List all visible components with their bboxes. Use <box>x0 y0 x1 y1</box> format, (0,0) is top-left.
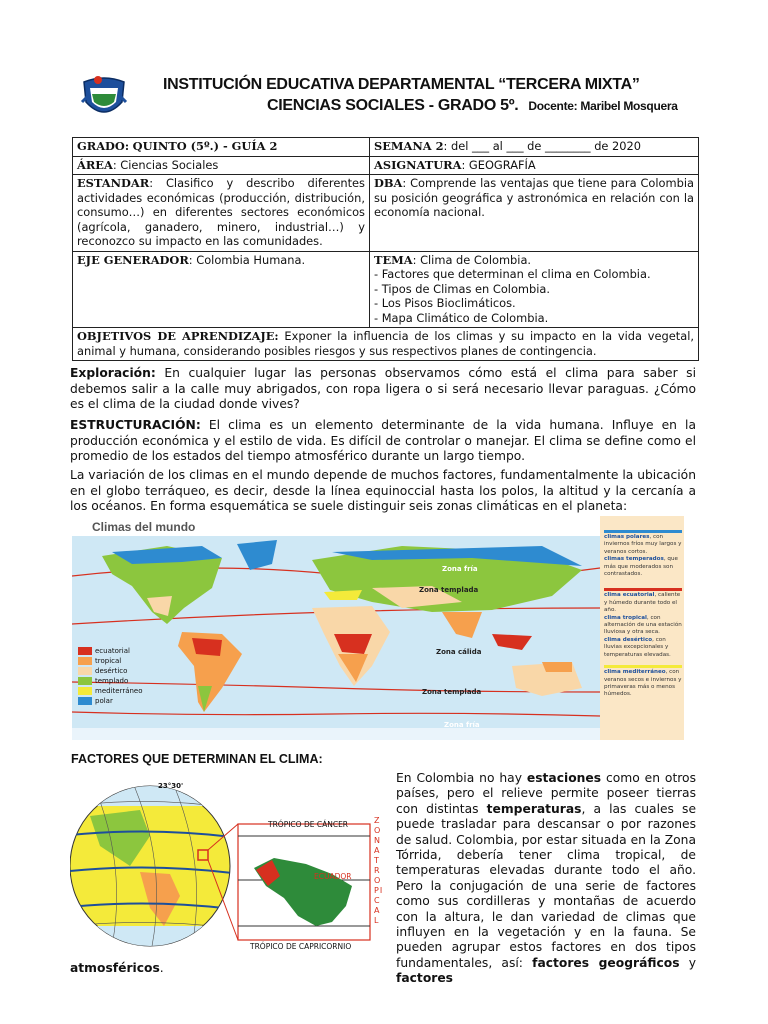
legend-item: polar <box>78 696 143 706</box>
colombia-paragraph: En Colombia no hay estaciones como en otros países, pero el relieve permite poseer tierras con distintas temperaturas, a las cuales se puede trasladar para descansar o por razones de salud. Colombia, por estar situada en la Zona Tórrida, debería tener clima tropical, de temperaturas elevadas durante todo el año. Pero la conjugación de una serie de factores como sus cordilleras y montañas de acuerdo con la altura, le dan variedad de climas que influyen en la vegetación y en la fauna. Se pueden agrupar estos factores en dos tipos fundamentales, así: factores geográficos y factores <box>396 771 697 986</box>
estructuracion-paragraph <box>70 418 696 465</box>
tema-item: - Mapa Climático de Colombia. <box>374 310 549 325</box>
exploracion-paragraph <box>70 366 696 413</box>
dba-value: : Comprende las ventajas que tiene para Colombia su posición geográfica y astronómica en relación con la economía nacional. <box>374 176 694 219</box>
world-climate-map <box>72 516 684 740</box>
eje-label: EJE GENERADOR <box>77 252 189 267</box>
subject-line: CIENCIAS SOCIALES - GRADO 5º. <box>267 97 519 114</box>
zona-tropical-label: ZONA TROPICAL <box>374 816 384 925</box>
zone-label: Zona cálida <box>436 648 482 656</box>
dba-label: DBA <box>374 176 403 190</box>
side-note: climas temperados, que más que moderados son contrastados. <box>604 556 678 578</box>
temperaturas-term: temperaturas <box>486 801 582 816</box>
legend-swatch <box>78 677 92 685</box>
legend-swatch <box>78 667 92 675</box>
factores-term: factores <box>396 971 453 986</box>
tema-item: - Tipos de Climas en Colombia. <box>374 281 551 296</box>
side-note: clima mediterráneo, con veranos secos e inviernos y primaveras más o menos húmedos. <box>604 665 682 699</box>
cell-tema <box>370 251 699 328</box>
exploracion-label: Exploración: <box>70 366 156 380</box>
subject-title <box>267 97 678 115</box>
zone-label: Zona fría <box>444 721 480 729</box>
area-label: ÁREA <box>77 157 113 172</box>
semana-label: SEMANA 2 <box>374 139 444 153</box>
legend-swatch <box>78 697 92 705</box>
semana-value: : del ___ al ___ de ________ de 2020 <box>443 139 642 153</box>
legend-item: ecuatorial <box>78 646 143 656</box>
cell-eje <box>73 251 370 328</box>
grado-value: QUINTO (5º.) - GUÍA 2 <box>132 139 278 153</box>
geograficos-term: factores geográficos <box>532 955 680 970</box>
legend-item: templado <box>78 676 143 686</box>
variacion-paragraph: La variación de los climas en el mundo depende de muchos factores, fundamentalmente la ubicación en el globo terráqueo, es decir, desde la línea equinoccial hasta los polos, la altitud y la cercanía a los océanos. En forma esquemática se suele distinguir seis zonas climáticas en el planeta: <box>70 468 696 513</box>
map-title: Climas del mundo <box>92 520 196 534</box>
cell-estandar <box>73 175 370 252</box>
legend-item: mediterráneo <box>78 686 143 696</box>
tema-value: : Clima de Colombia. <box>412 252 532 267</box>
ecuador-label: ECUADOR <box>314 872 352 881</box>
cell-area <box>73 156 370 175</box>
tropico-capricornio-label: TRÓPICO DE CAPRICORNIO <box>250 942 352 951</box>
cell-objetivos <box>73 328 699 361</box>
grado-label: GRADO: <box>77 139 130 153</box>
zone-label: Zona templada <box>422 688 482 696</box>
atmosfericos-line: atmosféricos. <box>70 961 164 975</box>
estructuracion-text: El clima es un elemento determinante de la vida humana. Influye en la producción económica y el estilo de vida. Es difícil de controlar o manejar. El clima se define como el promedio de los estados del tiempo atmosférico durante un largo tiempo. <box>70 418 696 463</box>
eje-value: : Colombia Humana. <box>188 252 306 267</box>
tema-item: - Los Pisos Bioclimáticos. <box>374 296 516 310</box>
side-note: clima desértico, con lluvias excepcionales y temperaturas elevadas. <box>604 636 671 658</box>
legend-swatch <box>78 657 92 665</box>
latitude-label: 23°30' <box>158 782 184 790</box>
teacher-name: Docente: Maribel Mosquera <box>528 99 678 113</box>
objetivos-value: Exponer la influencia de los climas y su impacto en la vida vegetal, animal y humana, considerando posibles riesgos y sus respectivos planes de contingencia. <box>77 329 694 358</box>
legend-item: desértico <box>78 666 143 676</box>
legend-swatch <box>78 687 92 695</box>
school-logo <box>78 72 130 124</box>
zone-label: Zona fría <box>442 565 478 573</box>
estandar-label: ESTANDAR <box>77 176 150 190</box>
factores-title: FACTORES QUE DETERMINAN EL CLIMA: <box>71 752 323 766</box>
cell-asignatura <box>370 156 699 175</box>
side-note: clima ecuatorial, caliente y húmedo durante todo el año. <box>604 588 682 614</box>
map-legend <box>78 646 143 706</box>
side-note: climas polares, con inviernos fríos muy largos y veranos cortos. <box>604 530 682 556</box>
map-side-notes <box>604 530 682 699</box>
side-note: clima tropical, con alternación de una estación lluviosa y otra seca. <box>604 614 682 636</box>
exploracion-text: En cualquier lugar las personas observamos cómo está el clima para saber si debemos salir a la calle muy abrigados, con ropa ligera o si será necesario llevar paraguas. ¿Cómo es el clima de la ciudad donde vives? <box>70 366 696 411</box>
legend-item: tropical <box>78 656 143 666</box>
tropico-cancer-label: TRÓPICO DE CÁNCER <box>268 820 349 829</box>
tema-item: - Factores que determinan el clima en Colombia. <box>374 267 651 281</box>
estructuracion-label: ESTRUCTURACIÓN: <box>70 418 201 432</box>
objetivos-label: OBJETIVOS DE APRENDIZAJE: <box>77 329 279 343</box>
guide-info-table <box>72 137 699 361</box>
asignatura-label: ASIGNATURA <box>374 157 462 172</box>
estaciones-term: estaciones <box>526 771 602 785</box>
institution-title: INSTITUCIÓN EDUCATIVA DEPARTAMENTAL “TERCERA MIXTA” <box>163 76 640 93</box>
asignatura-value: : GEOGRAFÍA <box>461 157 536 172</box>
tema-label: TEMA <box>374 252 413 267</box>
zone-label: Zona templada <box>419 586 479 594</box>
estandar-value: : Clasifico y describo diferentes actividades económicas (producción, distribución, consumo…) en diferentes sectores económicos (agrícola, ganadero, minero, industrial…) y reconozco su impacto en las comunidades. <box>77 176 365 248</box>
legend-swatch <box>78 647 92 655</box>
tropical-zone-diagram <box>70 776 392 954</box>
area-value: : Ciencias Sociales <box>112 157 219 172</box>
cell-grado <box>73 138 370 157</box>
cell-semana <box>370 138 699 157</box>
cell-dba <box>370 175 699 252</box>
